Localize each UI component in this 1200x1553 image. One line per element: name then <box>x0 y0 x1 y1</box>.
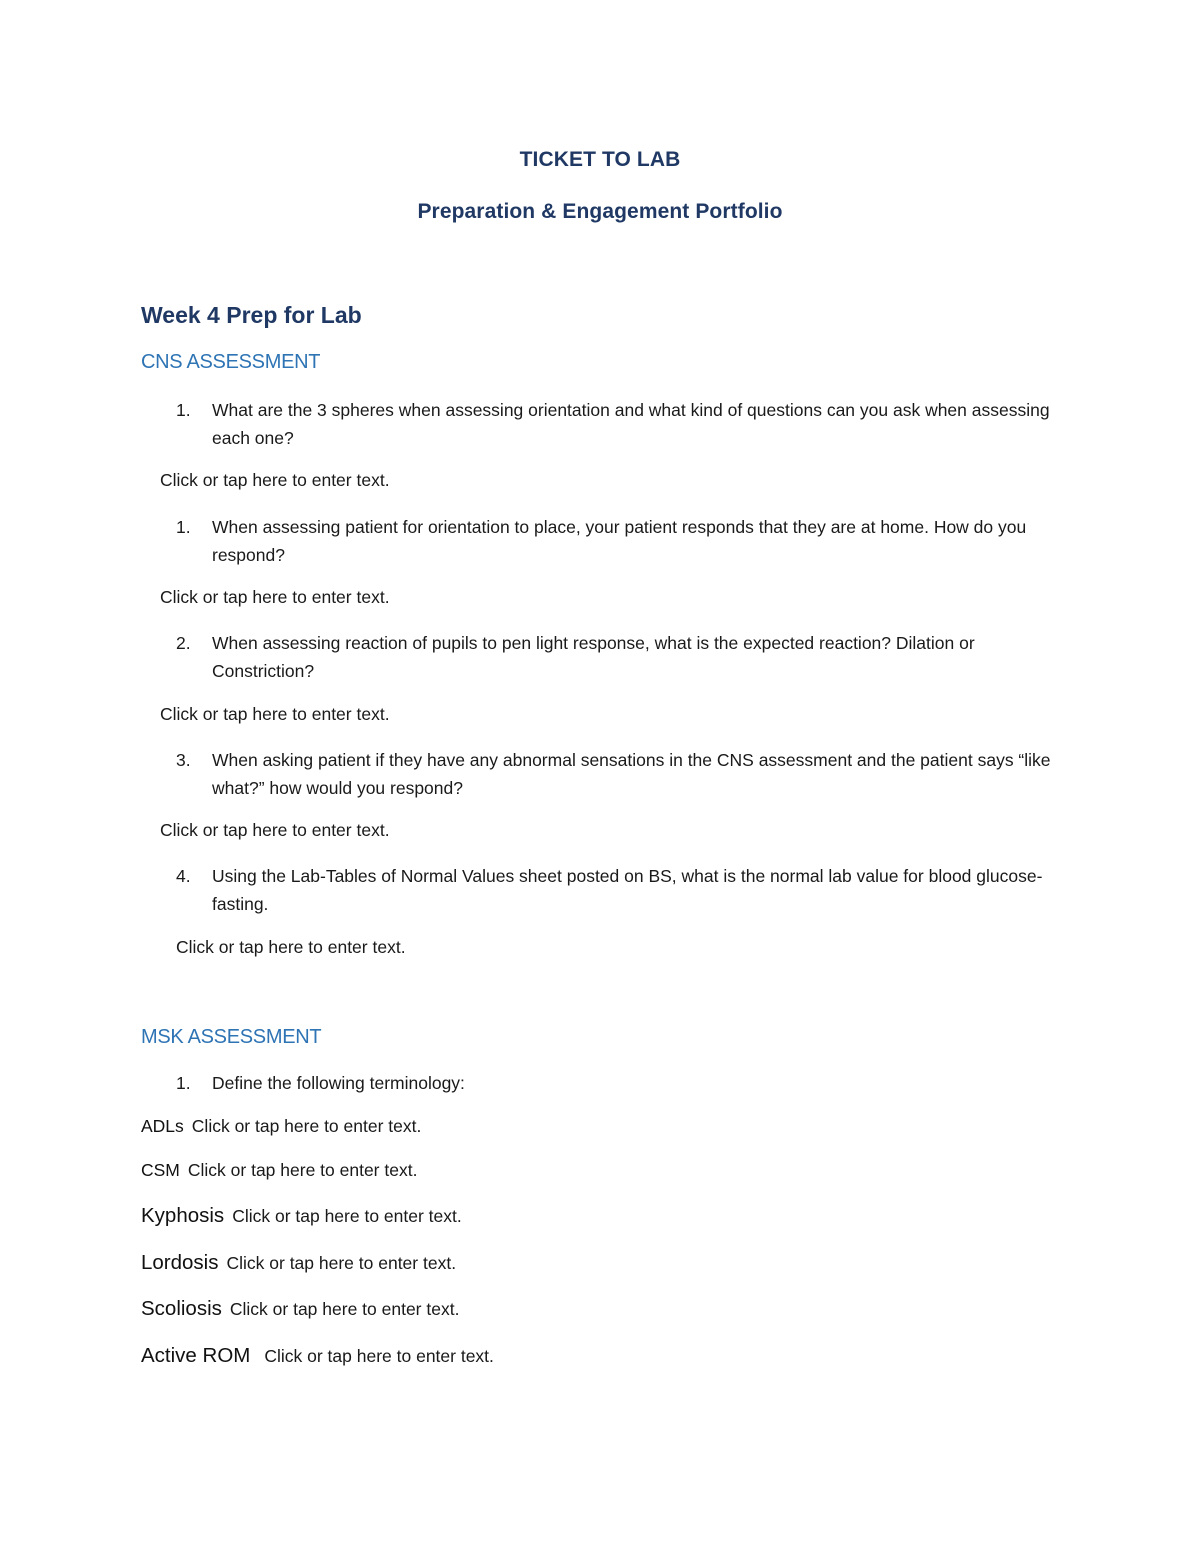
term-label: Lordosis <box>141 1251 219 1274</box>
cns-question <box>176 746 1056 802</box>
term-row-active-rom <box>141 1344 494 1368</box>
cns-section-heading: CNS ASSESSMENT <box>141 351 321 373</box>
term-row-lordosis <box>141 1251 456 1275</box>
cns-question <box>176 629 1056 685</box>
question-text: When assessing reaction of pupils to pen light response, what is the expected reaction? Dilation or Constriction? <box>212 633 975 681</box>
question-number: 4. <box>176 866 191 886</box>
answer-field[interactable]: Click or tap here to enter text. <box>226 1253 457 1273</box>
question-text: What are the 3 spheres when assessing orientation and what kind of questions can you ask when assessing each one? <box>212 400 1050 448</box>
question-text: Define the following terminology: <box>212 1073 465 1093</box>
term-row-csm <box>141 1160 417 1181</box>
document-title: TICKET TO LAB <box>519 148 681 171</box>
question-number: 1. <box>176 517 191 537</box>
cns-question <box>176 862 1056 918</box>
question-text: When assessing patient for orientation to place, your patient responds that they are at home. How do you respond? <box>212 517 1027 565</box>
document-subtitle: Preparation & Engagement Portfolio <box>417 200 783 223</box>
term-label: Kyphosis <box>141 1204 225 1227</box>
answer-field[interactable]: Click or tap here to enter text. <box>160 587 390 607</box>
question-number: 1. <box>176 1073 191 1093</box>
term-label: CSM <box>141 1160 180 1180</box>
question-number: 1. <box>176 400 191 420</box>
term-label: ADLs <box>141 1116 184 1136</box>
answer-field[interactable]: Click or tap here to enter text. <box>160 820 390 840</box>
answer-field[interactable]: Click or tap here to enter text. <box>229 1299 460 1319</box>
answer-field[interactable]: Click or tap here to enter text. <box>160 704 390 724</box>
answer-field[interactable]: Click or tap here to enter text. <box>187 1160 418 1180</box>
answer-field[interactable]: Click or tap here to enter text. <box>176 937 406 957</box>
term-row-kyphosis <box>141 1204 462 1228</box>
answer-field[interactable]: Click or tap here to enter text. <box>160 470 390 490</box>
msk-question <box>176 1069 1056 1097</box>
term-row-scoliosis <box>141 1297 459 1321</box>
term-label: Active ROM <box>141 1344 251 1367</box>
term-label: Scoliosis <box>141 1297 222 1320</box>
cns-question <box>176 513 1056 569</box>
cns-question <box>176 396 1056 452</box>
answer-field[interactable]: Click or tap here to enter text. <box>264 1346 494 1366</box>
question-text: Using the Lab-Tables of Normal Values sheet posted on BS, what is the normal lab value for blood glucose-fasting. <box>212 866 1043 914</box>
answer-field[interactable]: Click or tap here to enter text. <box>232 1206 462 1226</box>
question-number: 3. <box>176 750 191 770</box>
week-heading: Week 4 Prep for Lab <box>141 302 362 328</box>
term-row-adls <box>141 1116 421 1137</box>
msk-section-heading: MSK ASSESSMENT <box>141 1026 322 1048</box>
answer-field[interactable]: Click or tap here to enter text. <box>191 1116 422 1136</box>
question-text: When asking patient if they have any abnormal sensations in the CNS assessment and the patient says “like what?” how would you respond? <box>212 750 1051 798</box>
question-number: 2. <box>176 633 191 653</box>
